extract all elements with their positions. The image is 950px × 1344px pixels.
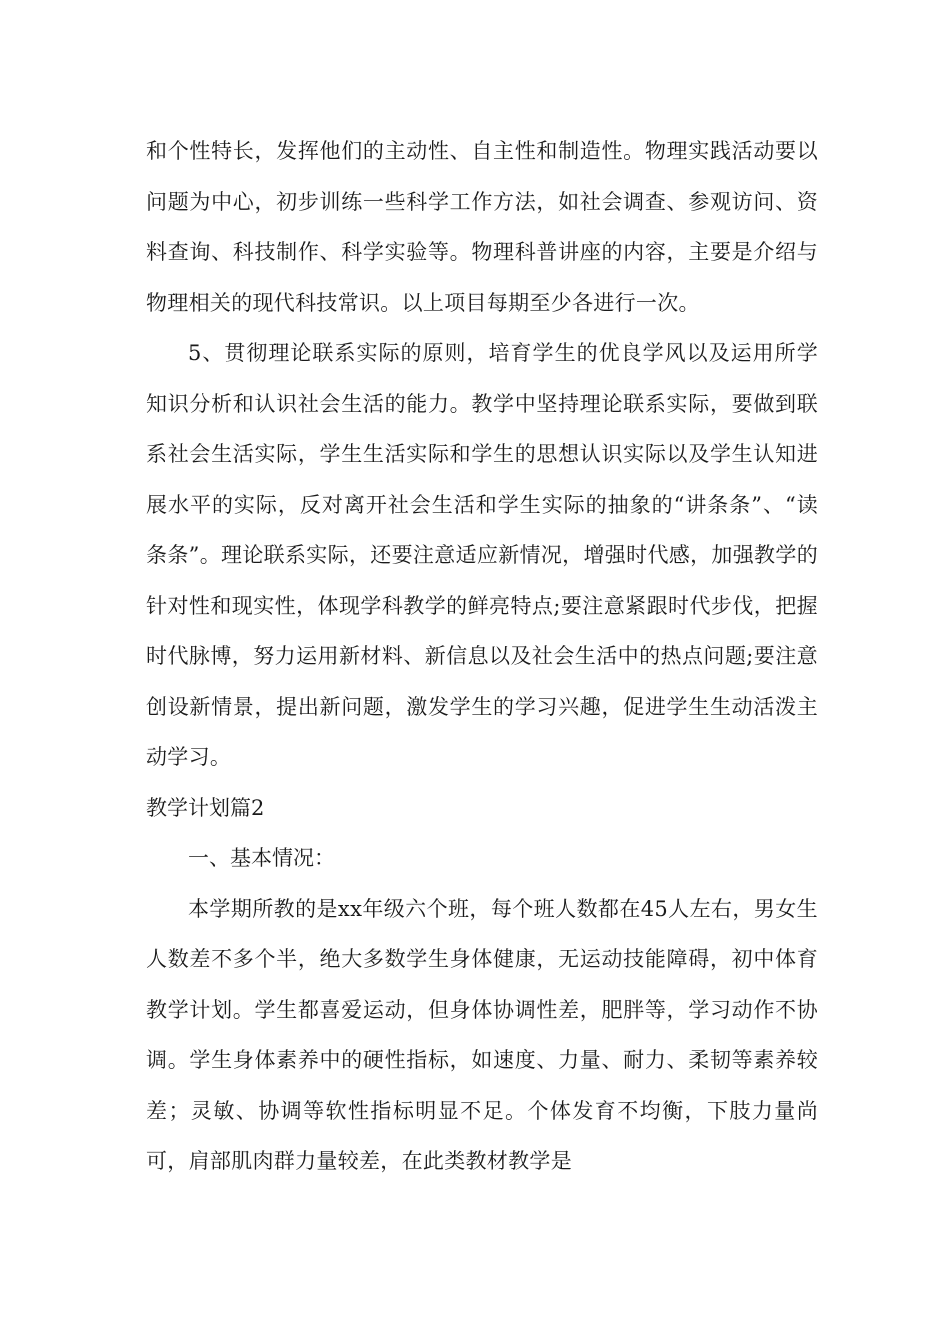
section-title: 教学计划篇2 bbox=[146, 795, 265, 820]
body-paragraph-2: 5、贯彻理论联系实际的原则，培育学生的优良学风以及运用所学知识分析和认识社会生活的能力。教学中坚持理论联系实际，要做到联系社会生活实际，学生生活实际和学生的思想认识实际以及学生认知进展水平的实际，反对离开社会生活和学生实际的抽象的“讲条条”、“读条条”。理论联系实际，还要注意适应新情况，增强时代感，加强教学的针对性和现实性，体现学科教学的鲜亮特点;要注意紧跟时代步伐，把握时代脉博，努力运用新材料、新信息以及社会生活中的热点问题;要注意创设新情景，提出新问题，激发学生的学习兴趣，促进学生生动活泼主动学习。 bbox=[146, 341, 818, 769]
body-paragraph-1: 和个性特长，发挥他们的主动性、自主性和制造性。物理实践活动要以问题为中心，初步训练一些科学工作方法，如社会调查、参观访问、资料查询、科技制作、科学实验等。物理科普讲座的内容，主要是介绍与物理相关的现代科技常识。以上项目每期至少各进行一次。 bbox=[146, 139, 818, 315]
subsection-title: 一、基本情况： bbox=[188, 846, 335, 870]
body-paragraph-3: 本学期所教的是xx年级六个班，每个班人数都在45人左右，男女生人数差不多个半，绝大多数学生身体健康，无运动技能障碍，初中体育教学计划。学生都喜爱运动，但身体协调性差，肥胖等，学习动作不协调。学生身体素养中的硬性指标，如速度、力量、耐力、柔韧等素养较差；灵敏、协调等软性指标明显不足。个体发育不均衡，下肢力量尚可，肩部肌肉群力量较差，在此类教材教学是 bbox=[146, 896, 818, 1173]
document-page bbox=[146, 126, 818, 1187]
